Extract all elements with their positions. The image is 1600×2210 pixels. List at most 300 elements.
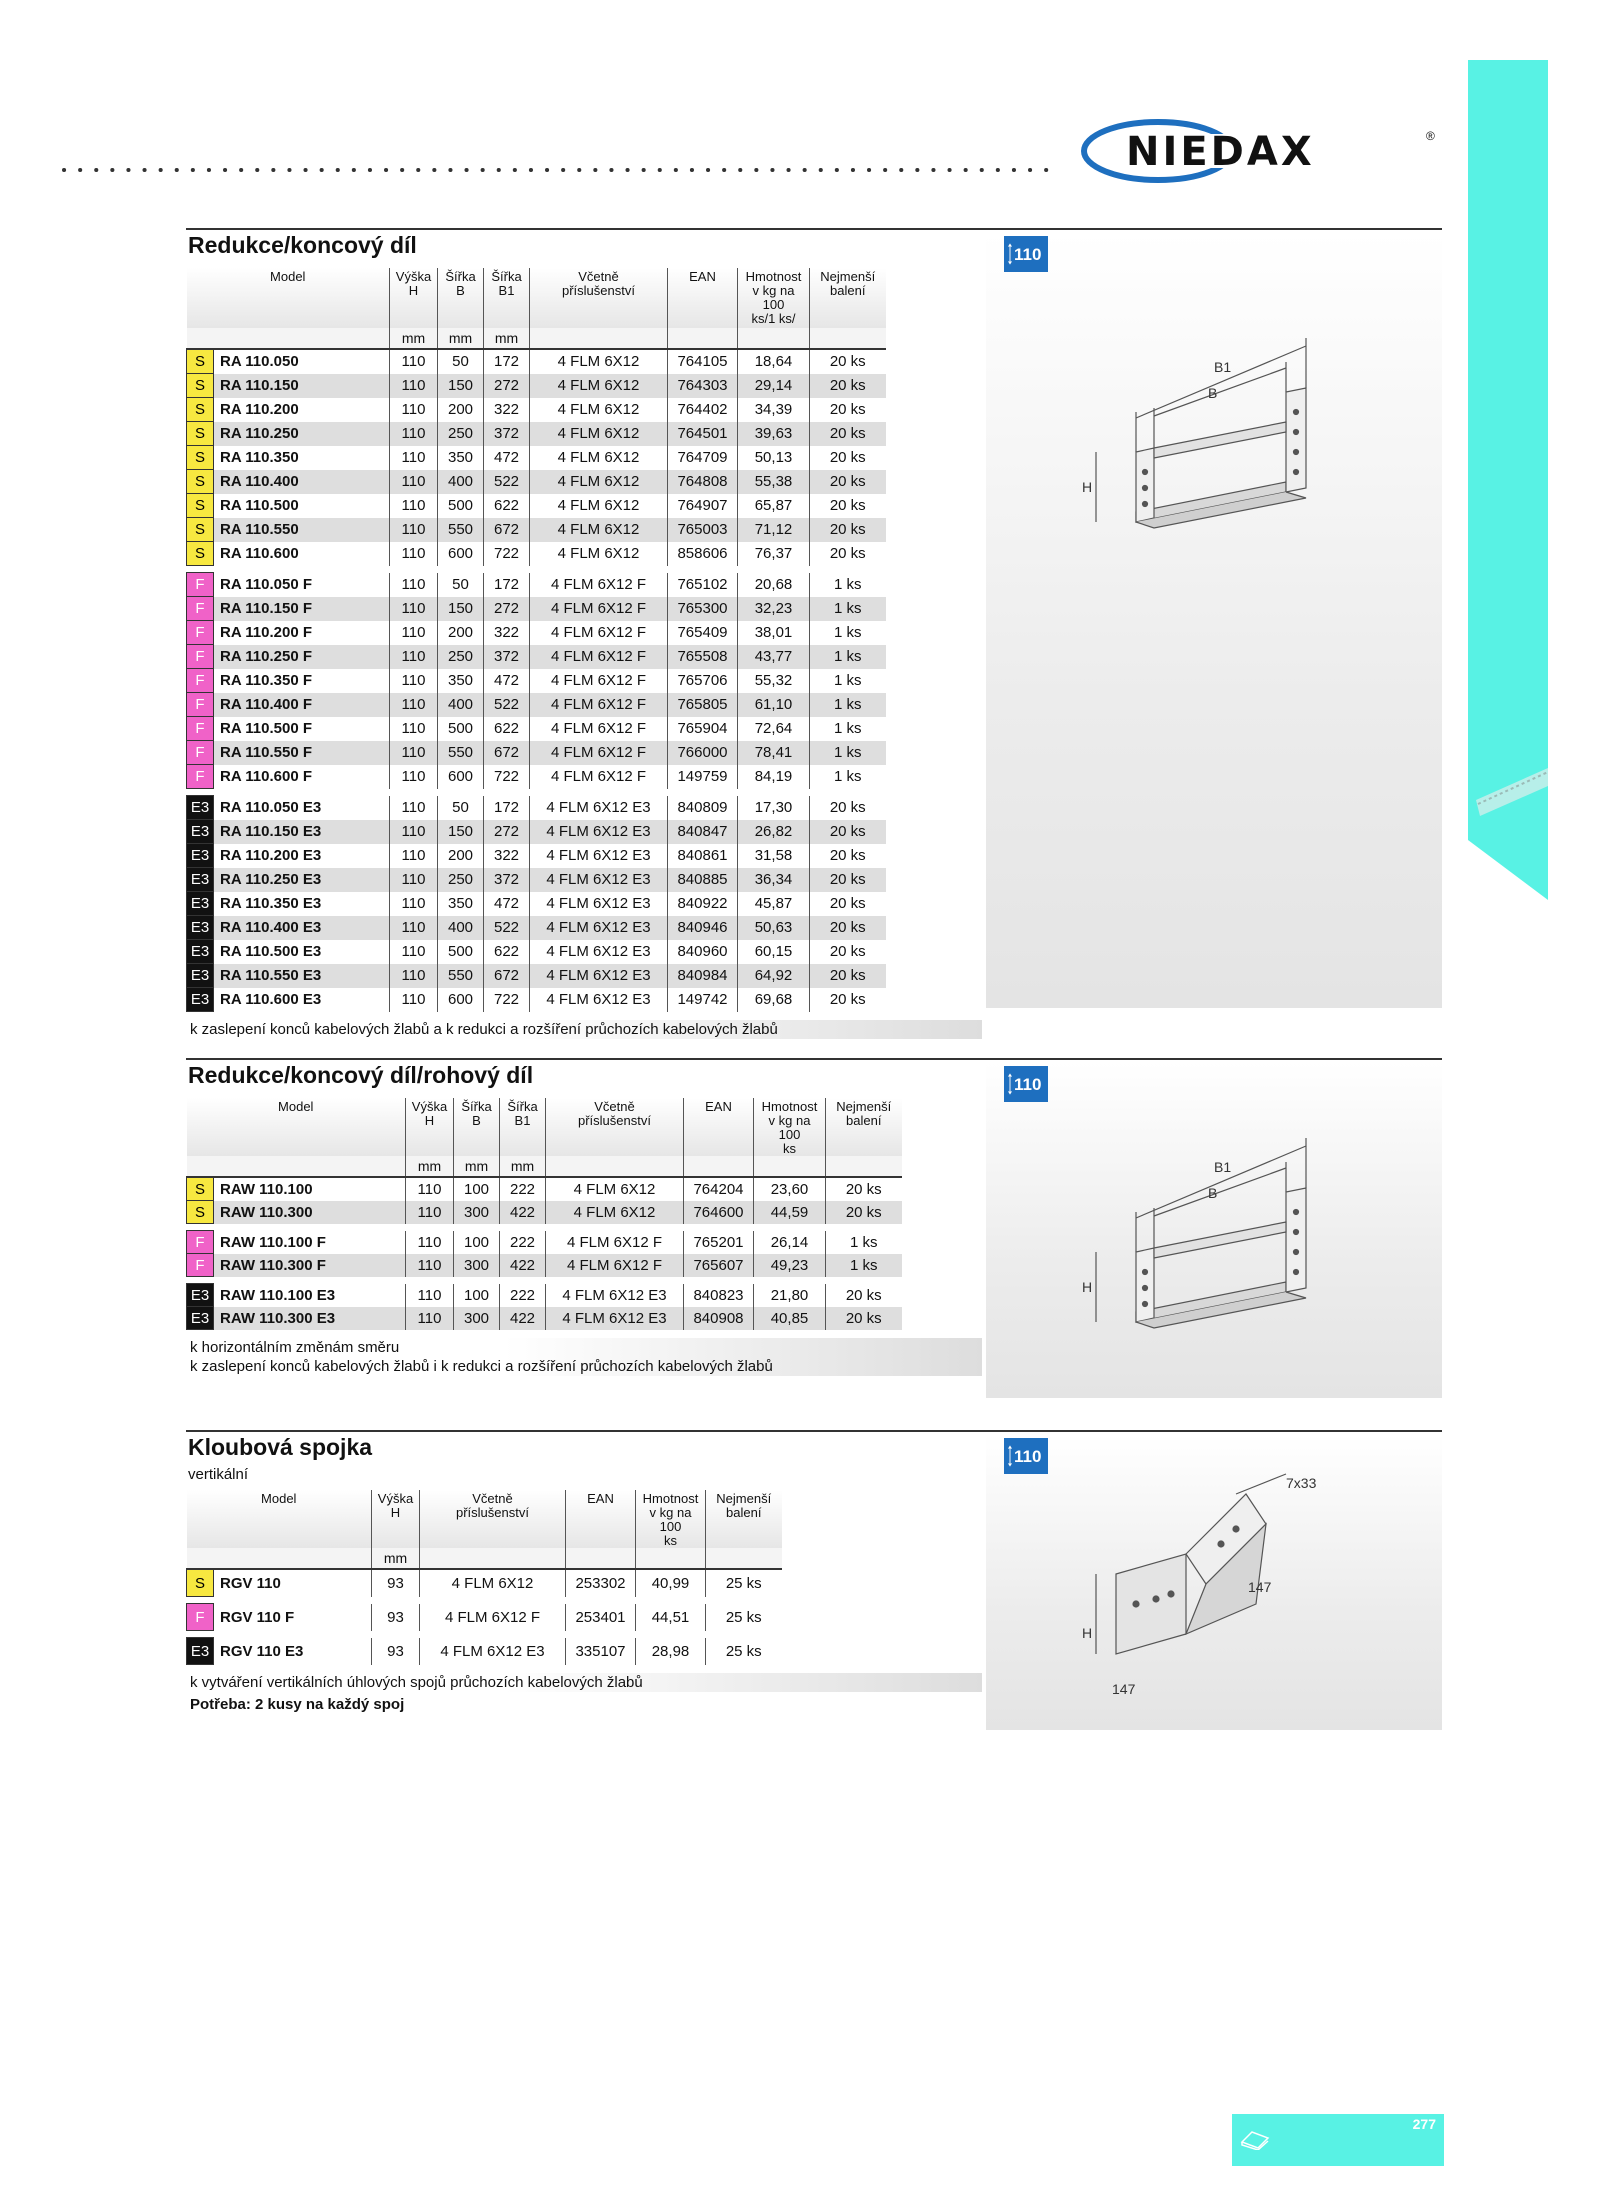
variant-code: S <box>187 494 214 518</box>
table-row <box>187 398 886 422</box>
table-cell: 29,14 <box>738 374 810 398</box>
table-cell: 110 <box>390 470 438 494</box>
usage-note: k horizontálním změnám směru <box>186 1338 982 1357</box>
unit-cell <box>636 1548 706 1569</box>
unit-cell: mm <box>390 328 438 349</box>
unit-cell: mm <box>438 328 484 349</box>
model-cell: RGV 110 E3 <box>220 1642 304 1660</box>
model-cell: RA 110.400 E3 <box>214 916 390 940</box>
model-cell: RA 110.150 E3 <box>214 820 390 844</box>
unit-cell <box>546 1156 684 1177</box>
table-cell: 45,87 <box>738 892 810 916</box>
variant-code: E3 <box>187 1284 214 1307</box>
table-cell: 322 <box>484 398 530 422</box>
model-cell: RA 110.200 E3 <box>220 847 322 864</box>
group-gap <box>187 1597 782 1604</box>
table-cell: 4 FLM 6X12 <box>530 349 668 374</box>
column-header: Hmotnost v kg na 100 ks <box>636 1490 706 1548</box>
table-row <box>187 1638 782 1665</box>
table-cell: 222 <box>500 1177 546 1201</box>
table-cell: 110 <box>390 940 438 964</box>
table-row <box>187 573 886 597</box>
table-cell: 400 <box>438 470 484 494</box>
table-cell: 522 <box>484 693 530 717</box>
table-cell: 64,92 <box>738 964 810 988</box>
table-cell: 522 <box>484 470 530 494</box>
table-cell: 110 <box>390 892 438 916</box>
variant-code: F <box>187 765 214 789</box>
table-cell: 550 <box>438 964 484 988</box>
table-cell: 25 ks <box>706 1638 782 1665</box>
table-header-row <box>187 1098 902 1156</box>
table-cell: 149759 <box>668 765 738 789</box>
table-cell: 500 <box>438 717 484 741</box>
column-header: EAN <box>566 1490 636 1548</box>
table-cell: 23,60 <box>754 1177 826 1201</box>
table-cell: 222 <box>500 1284 546 1307</box>
table-row <box>187 988 886 1012</box>
teal-side-band <box>1466 60 1550 900</box>
table-cell: 110 <box>390 422 438 446</box>
table-cell: 20 ks <box>810 820 886 844</box>
model-cell: RA 110.350 <box>220 449 299 466</box>
table-cell: 4 FLM 6X12 E3 <box>420 1638 566 1665</box>
table-cell: 20 ks <box>810 892 886 916</box>
unit-cell <box>187 1156 406 1177</box>
table-cell: 600 <box>438 988 484 1012</box>
table-units-row <box>187 1156 902 1177</box>
table-cell: 40,85 <box>754 1307 826 1330</box>
model-cell: RA 110.050 <box>220 353 299 371</box>
section-rule <box>186 228 1442 230</box>
table-cell: 4 FLM 6X12 <box>530 470 668 494</box>
table-cell: 200 <box>438 398 484 422</box>
table-cell: 840885 <box>668 868 738 892</box>
table-cell: 110 <box>390 796 438 820</box>
table-cell: 622 <box>484 940 530 964</box>
product-table <box>186 268 886 1012</box>
table-cell: 350 <box>438 669 484 693</box>
table-cell: 55,38 <box>738 470 810 494</box>
registered-mark: ® <box>1426 129 1435 143</box>
model-cell: RA 110.500 E3 <box>220 943 322 960</box>
model-cell: RA 110.250 F <box>214 645 390 669</box>
variant-code: S <box>187 1177 214 1201</box>
height-badge <box>1004 1438 1048 1474</box>
table-cell: 1 ks <box>810 573 886 597</box>
table-cell: 110 <box>390 349 438 374</box>
table-cell: 110 <box>406 1284 454 1307</box>
niedax-logo <box>1080 118 1440 184</box>
usage-note: k vytváření vertikálních úhlových spojů průchozích kabelových žlabů <box>186 1673 982 1692</box>
section-title: Kloubová spojka <box>188 1434 373 1460</box>
table-cell: 44,51 <box>636 1604 706 1631</box>
table-cell: 4 FLM 6X12 E3 <box>530 964 668 988</box>
table-cell: 110 <box>390 398 438 422</box>
page-number: 277 <box>1412 2116 1436 2132</box>
product-section <box>186 1430 1442 1740</box>
table-cell: 20 ks <box>810 470 886 494</box>
reducer-drawing <box>986 232 1442 532</box>
table-cell: 110 <box>406 1231 454 1254</box>
model-cell: RA 110.500 F <box>220 720 312 737</box>
model-cell: RAW 110.300 <box>214 1201 406 1224</box>
table-cell: 20 ks <box>810 398 886 422</box>
table-row <box>187 892 886 916</box>
unit-cell: mm <box>454 1156 500 1177</box>
table-cell: 400 <box>438 916 484 940</box>
table-cell: 222 <box>500 1231 546 1254</box>
table-cell: 765102 <box>668 573 738 597</box>
variant-code: S <box>187 349 214 374</box>
table-cell: 765706 <box>668 669 738 693</box>
table-cell: 110 <box>390 916 438 940</box>
variant-code: E3 <box>187 796 214 820</box>
unit-cell <box>754 1156 826 1177</box>
table-cell: 78,41 <box>738 741 810 765</box>
table-cell: 1 ks <box>826 1231 902 1254</box>
model-cell: RA 110.200 F <box>220 624 312 641</box>
table-cell: 44,59 <box>754 1201 826 1224</box>
usage-note: k zaslepení konců kabelových žlabů i k redukci a rozšíření průchozích kabelových žlabů <box>186 1357 982 1376</box>
table-cell: 38,01 <box>738 621 810 645</box>
variant-code: S <box>187 1569 214 1597</box>
unit-cell <box>706 1548 782 1569</box>
table-cell: 764303 <box>668 374 738 398</box>
table-cell: 20 ks <box>826 1307 902 1330</box>
table-cell: 4 FLM 6X12 E3 <box>530 868 668 892</box>
group-gap <box>187 1277 902 1284</box>
table-row <box>187 940 886 964</box>
variant-code: E3 <box>187 1307 214 1330</box>
table-cell: 4 FLM 6X12 E3 <box>530 796 668 820</box>
table-cell: 34,39 <box>738 398 810 422</box>
table-cell: 110 <box>390 621 438 645</box>
variant-code: F <box>187 573 214 597</box>
table-cell: 93 <box>372 1569 420 1597</box>
table-cell: 253302 <box>566 1569 636 1597</box>
table-cell: 150 <box>438 820 484 844</box>
variant-code: F <box>187 645 214 669</box>
variant-code: S <box>187 470 214 494</box>
table-cell: 600 <box>438 542 484 566</box>
section-title: Redukce/koncový díl/rohový díl <box>188 1062 534 1088</box>
table-cell: 65,87 <box>738 494 810 518</box>
table-cell: 372 <box>484 422 530 446</box>
table-header-row <box>187 268 886 328</box>
table-cell: 1 ks <box>810 717 886 741</box>
table-cell: 20 ks <box>810 868 886 892</box>
table-cell: 110 <box>390 717 438 741</box>
requirement-note: Potřeba: 2 kusy na každý spoj <box>190 1696 405 1713</box>
model-cell: RA 110.550 E3 <box>214 964 390 988</box>
table-cell: 422 <box>500 1307 546 1330</box>
table-cell: 20 ks <box>810 964 886 988</box>
variant-code: S <box>187 518 214 542</box>
table-cell: 4 FLM 6X12 <box>530 398 668 422</box>
height-badge-value: 110 <box>1014 1447 1042 1466</box>
table-cell: 60,15 <box>738 940 810 964</box>
table-cell: 100 <box>454 1177 500 1201</box>
group-gap <box>187 566 886 573</box>
variant-code: E3 <box>187 820 214 844</box>
table-cell: 4 FLM 6X12 E3 <box>530 940 668 964</box>
table-cell: 422 <box>500 1201 546 1224</box>
table-header-row <box>187 1490 782 1548</box>
product-section <box>186 1058 1442 1408</box>
table-cell: 250 <box>438 868 484 892</box>
table-row <box>187 1307 902 1330</box>
model-cell: RAW 110.300 F <box>214 1254 406 1277</box>
table-cell: 764105 <box>668 349 738 374</box>
column-header: Hmotnost v kg na 100 ks/1 ks/ <box>738 268 810 328</box>
table-cell: 4 FLM 6X12 F <box>530 573 668 597</box>
table-cell: 20 ks <box>810 518 886 542</box>
table-cell: 110 <box>390 446 438 470</box>
table-cell: 550 <box>438 518 484 542</box>
table-cell: 600 <box>438 765 484 789</box>
table-cell: 26,82 <box>738 820 810 844</box>
table-cell: 1 ks <box>810 621 886 645</box>
variant-code: E3 <box>187 940 214 964</box>
model-cell: RA 110.550 <box>214 518 390 542</box>
table-cell: 522 <box>484 916 530 940</box>
variant-code: S <box>187 398 214 422</box>
table-cell: 1 ks <box>810 765 886 789</box>
model-cell: RAW 110.100 F <box>220 1233 326 1251</box>
table-row <box>187 374 886 398</box>
table-cell: 350 <box>438 446 484 470</box>
unit-cell: mm <box>500 1156 546 1177</box>
table-cell: 840847 <box>668 820 738 844</box>
table-cell: 200 <box>438 844 484 868</box>
section-rule <box>186 1058 1442 1060</box>
section-rule <box>186 1430 1442 1432</box>
table-cell: 764501 <box>668 422 738 446</box>
table-cell: 172 <box>484 349 530 374</box>
table-cell: 32,23 <box>738 597 810 621</box>
table-cell: 300 <box>454 1201 500 1224</box>
table-cell: 672 <box>484 518 530 542</box>
table-cell: 764600 <box>684 1201 754 1224</box>
table-cell: 4 FLM 6X12 F <box>530 597 668 621</box>
table-cell: 21,80 <box>754 1284 826 1307</box>
group-gap <box>187 1224 902 1231</box>
table-cell: 172 <box>484 796 530 820</box>
variant-code: F <box>187 717 214 741</box>
table-cell: 765201 <box>684 1231 754 1254</box>
variant-code: E3 <box>187 988 214 1012</box>
unit-cell <box>187 1548 372 1569</box>
table-cell: 4 FLM 6X12 F <box>530 645 668 669</box>
table-cell: 172 <box>484 573 530 597</box>
variant-code: E3 <box>187 964 214 988</box>
table-row <box>187 349 886 374</box>
model-cell: RA 110.250 E3 <box>214 868 390 892</box>
table-cell: 722 <box>484 542 530 566</box>
model-cell: RA 110.150 <box>214 374 390 398</box>
table-cell: 253401 <box>566 1604 636 1631</box>
column-header: Nejmenší balení <box>810 268 886 328</box>
table-cell: 20 ks <box>810 422 886 446</box>
unit-cell: mm <box>372 1548 420 1569</box>
table-row <box>187 1201 902 1224</box>
table-cell: 765607 <box>684 1254 754 1277</box>
table-cell: 672 <box>484 964 530 988</box>
table-cell: 622 <box>484 494 530 518</box>
dim-label-h: H <box>1082 479 1093 495</box>
variant-code: F <box>187 1231 214 1254</box>
table-cell: 25 ks <box>706 1569 782 1597</box>
dim-label-holes: 7x33 <box>1286 1475 1317 1491</box>
table-cell: 272 <box>484 374 530 398</box>
table-cell: 1 ks <box>810 693 886 717</box>
table-cell: 20 ks <box>810 446 886 470</box>
table-cell: 200 <box>438 621 484 645</box>
dim-label-h: H <box>1082 1625 1093 1641</box>
hinged-joint-drawing <box>986 1434 1442 1734</box>
table-cell: 49,23 <box>754 1254 826 1277</box>
model-cell: RA 110.600 E3 <box>220 991 322 1008</box>
dim-label-h: H <box>1082 1279 1093 1295</box>
table-cell: 110 <box>390 693 438 717</box>
variant-code: E3 <box>187 868 214 892</box>
dim-label-147-b: 147 <box>1112 1681 1136 1697</box>
dim-label-b1: B1 <box>1214 359 1232 375</box>
table-cell: 722 <box>484 988 530 1012</box>
column-header: EAN <box>684 1098 754 1156</box>
model-cell: RAW 110.300 E3 <box>214 1307 406 1330</box>
dim-label-b1: B1 <box>1214 1159 1232 1175</box>
table-cell: 110 <box>390 868 438 892</box>
table-row <box>187 844 886 868</box>
dim-label-b: B <box>1208 1185 1218 1201</box>
table-cell: 840960 <box>668 940 738 964</box>
table-cell: 840922 <box>668 892 738 916</box>
table-cell: 4 FLM 6X12 <box>546 1177 684 1201</box>
group-gap <box>187 789 886 796</box>
table-cell: 550 <box>438 741 484 765</box>
unit-cell <box>668 328 738 349</box>
model-cell: RGV 110 <box>220 1574 281 1592</box>
table-cell: 110 <box>390 494 438 518</box>
table-cell: 20 ks <box>810 916 886 940</box>
height-arrow-icon <box>1008 1068 1012 1100</box>
table-cell: 150 <box>438 374 484 398</box>
table-row <box>187 669 886 693</box>
table-cell: 149742 <box>668 988 738 1012</box>
variant-code: F <box>187 621 214 645</box>
table-cell: 50 <box>438 796 484 820</box>
column-header: Model <box>187 1098 406 1156</box>
unit-cell <box>187 328 390 349</box>
table-row <box>187 964 886 988</box>
table-cell: 472 <box>484 669 530 693</box>
column-header: Model <box>187 268 390 328</box>
table-cell: 110 <box>390 374 438 398</box>
table-cell: 69,68 <box>738 988 810 1012</box>
table-cell: 20 ks <box>810 844 886 868</box>
column-header: Včetně příslušenství <box>546 1098 684 1156</box>
table-cell: 858606 <box>668 542 738 566</box>
table-cell: 40,99 <box>636 1569 706 1597</box>
table-cell: 93 <box>372 1638 420 1665</box>
table-cell: 110 <box>390 669 438 693</box>
variant-code: F <box>187 1604 214 1631</box>
product-table <box>186 1490 782 1665</box>
model-cell: RA 110.500 <box>220 497 299 514</box>
model-cell: RA 110.050 E3 <box>220 799 322 816</box>
variant-code: F <box>187 741 214 765</box>
table-cell: 93 <box>372 1604 420 1631</box>
table-cell: 765409 <box>668 621 738 645</box>
table-cell: 840809 <box>668 796 738 820</box>
table-cell: 110 <box>390 765 438 789</box>
table-cell: 26,14 <box>754 1231 826 1254</box>
dotted-leader-line <box>62 160 1062 180</box>
column-header: Výška H <box>372 1490 420 1548</box>
unit-cell <box>684 1156 754 1177</box>
table-cell: 764709 <box>668 446 738 470</box>
table-cell: 764402 <box>668 398 738 422</box>
table-cell: 1 ks <box>810 741 886 765</box>
table-cell: 110 <box>390 518 438 542</box>
height-arrow-icon <box>1008 1440 1012 1472</box>
table-cell: 840823 <box>684 1284 754 1307</box>
unit-cell <box>810 328 886 349</box>
table-cell: 110 <box>390 820 438 844</box>
column-header: Včetně příslušenství <box>420 1490 566 1548</box>
table-cell: 110 <box>406 1254 454 1277</box>
table-cell: 4 FLM 6X12 F <box>546 1254 684 1277</box>
table-cell: 110 <box>406 1177 454 1201</box>
product-section <box>186 228 1442 1038</box>
table-cell: 4 FLM 6X12 <box>546 1201 684 1224</box>
table-cell: 20 ks <box>810 988 886 1012</box>
dim-label-b: B <box>1208 385 1218 401</box>
model-cell: RAW 110.100 E3 <box>220 1286 336 1304</box>
table-row <box>187 1284 902 1307</box>
table-cell: 4 FLM 6X12 <box>420 1569 566 1597</box>
table-row <box>187 796 886 820</box>
table-cell: 764907 <box>668 494 738 518</box>
model-cell: RA 110.400 F <box>214 693 390 717</box>
logo-text: NIEDAX <box>1126 129 1315 175</box>
column-header: Výška H <box>390 268 438 328</box>
page-number-box <box>1232 2114 1444 2166</box>
section-subtitle: vertikální <box>188 1466 249 1483</box>
table-cell: 71,12 <box>738 518 810 542</box>
variant-code: E3 <box>187 892 214 916</box>
table-cell: 4 FLM 6X12 <box>530 446 668 470</box>
reducer-drawing <box>986 1062 1442 1362</box>
table-cell: 472 <box>484 446 530 470</box>
table-cell: 20 ks <box>810 542 886 566</box>
column-header: Výška H <box>406 1098 454 1156</box>
model-cell: RA 110.550 F <box>214 741 390 765</box>
height-badge <box>1004 236 1048 272</box>
product-drawing-panel <box>986 1062 1442 1398</box>
height-arrow-icon <box>1008 238 1012 270</box>
column-header: Šířka B <box>438 268 484 328</box>
column-header: Hmotnost v kg na 100 ks <box>754 1098 826 1156</box>
column-header: Včetně příslušenství <box>530 268 668 328</box>
table-cell: 18,64 <box>738 349 810 374</box>
table-cell: 500 <box>438 940 484 964</box>
model-cell: RA 110.250 <box>214 422 390 446</box>
column-header: Šířka B1 <box>484 268 530 328</box>
table-cell: 50,63 <box>738 916 810 940</box>
